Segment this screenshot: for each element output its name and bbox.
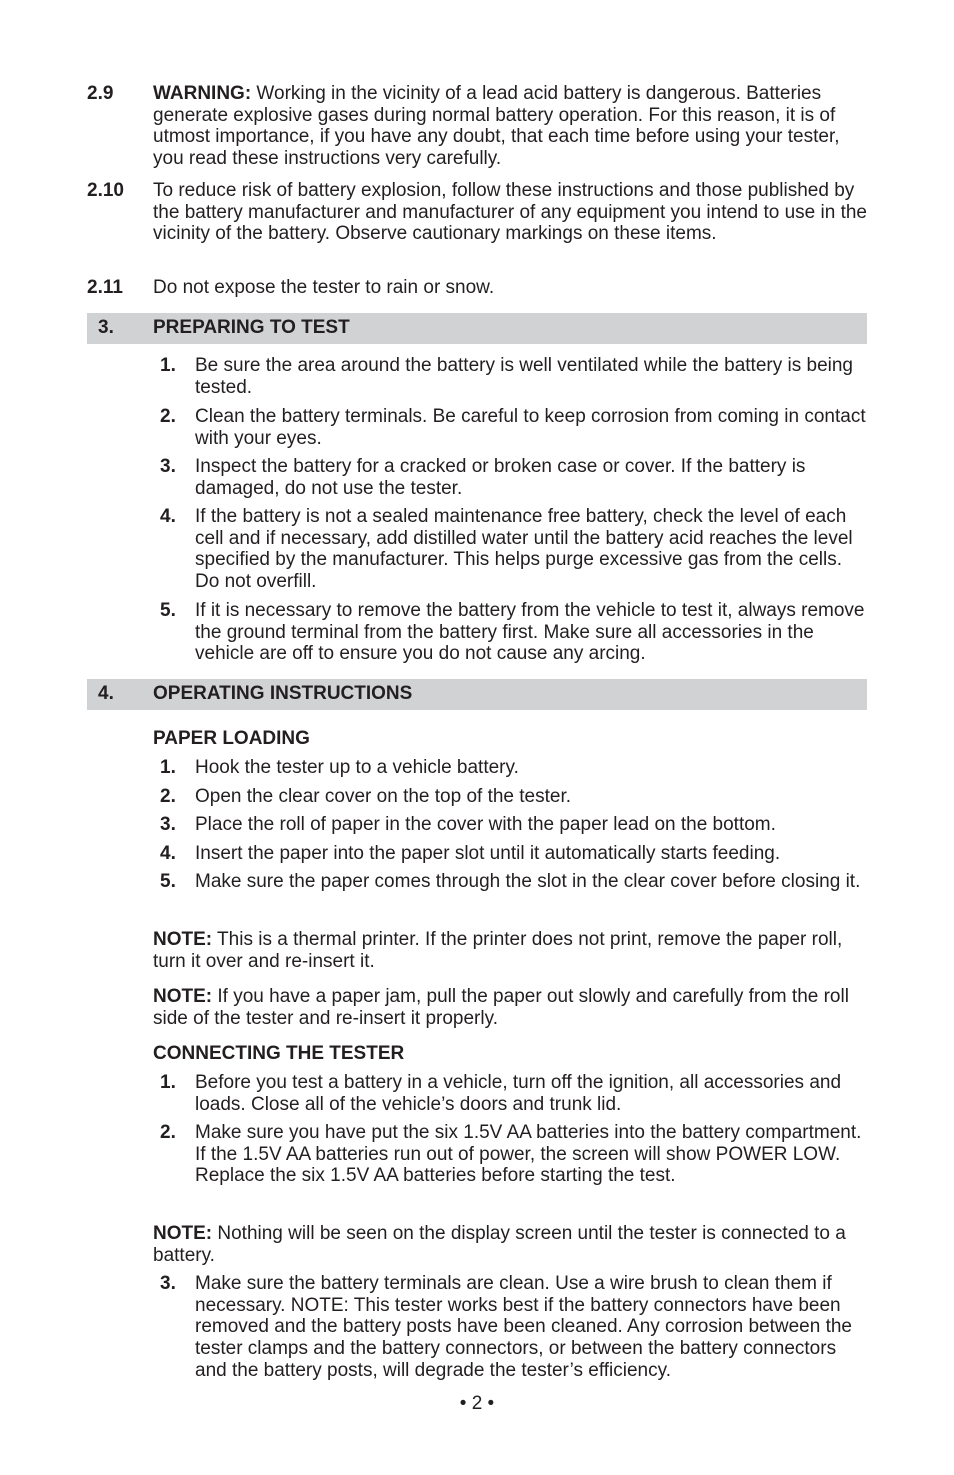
section-title: PREPARING TO TEST <box>153 317 350 338</box>
list-item: 2. Open the clear cover on the top of the tester. <box>160 786 572 807</box>
note-label: NOTE: <box>153 929 213 950</box>
warning-label: WARNING: <box>153 83 252 104</box>
item-text: WARNING: Working in the vicinity of a lead acid battery is dangerous. Batteries generate explosive gases during normal battery operation. For this reason, it is of utmost importance, if you have any doubt, that each time before using your tester, you read these instructions very carefully. <box>153 83 840 170</box>
section-number: 3. <box>98 317 114 338</box>
list-item: 2. Make sure you have put the six 1.5V AA batteries into the battery compartment. If the 1.5V AA batteries run out of power, the screen will show POWER LOW. Replace the six 1.5V AA batteries before starting the test. <box>160 1122 862 1187</box>
list-item: 5. If it is necessary to remove the battery from the vehicle to test it, always remove the ground terminal from the battery first. Make sure all accessories in the vehicle are off to ensure you do not cause any arcing. <box>160 600 865 665</box>
item-text: Do not expose the tester to rain or snow. <box>153 277 495 298</box>
note-display: NOTE: Nothing will be seen on the display screen until the tester is connected to a battery. <box>153 1223 846 1266</box>
item-2-11 <box>87 277 867 299</box>
list-item: 4. Insert the paper into the paper slot until it automatically starts feeding. <box>160 843 781 864</box>
subheading-connecting: CONNECTING THE TESTER <box>153 1043 405 1064</box>
note-paper-jam: NOTE: If you have a paper jam, pull the paper out slowly and carefully from the roll side of the tester and re-insert it properly. <box>153 986 849 1029</box>
list-item: 1. Before you test a battery in a vehicle, turn off the ignition, all accessories and loads. Close all of the vehicle’s doors and trunk lid. <box>160 1072 842 1115</box>
page-number: • 2 • <box>459 1393 495 1414</box>
section-title: OPERATING INSTRUCTIONS <box>153 683 413 704</box>
list-item: 2. Clean the battery terminals. Be careful to keep corrosion from coming in contact with your eyes. <box>160 406 866 449</box>
item-number: 2.10 <box>87 180 124 201</box>
list-item: 1. Hook the tester up to a vehicle battery. <box>160 757 519 778</box>
list-item: 3. Make sure the battery terminals are clean. Use a wire brush to clean them if necessary. NOTE: This tester works best if the battery connectors have been removed and the battery posts have been cleaned. Any corrosion between the tester clamps and the battery connectors, or between the battery connectors and the battery posts, will degrade the tester’s efficiency. <box>160 1273 852 1381</box>
note-label: NOTE: <box>153 986 213 1007</box>
subheading-paper-loading: PAPER LOADING <box>153 728 310 749</box>
list-item: 1. Be sure the area around the battery is well ventilated while the battery is being tested. <box>160 355 853 398</box>
item-number: 2.11 <box>87 277 123 298</box>
item-2-10 <box>87 180 867 245</box>
section-number: 4. <box>98 683 114 704</box>
note-label: NOTE: <box>153 1223 213 1244</box>
list-item: 3. Place the roll of paper in the cover with the paper lead on the bottom. <box>160 814 776 835</box>
section-header-preparing <box>87 313 867 344</box>
list-item: 5. Make sure the paper comes through the slot in the clear cover before closing it. <box>160 871 861 892</box>
item-2-9 <box>87 83 867 170</box>
list-item: 4. If the battery is not a sealed maintenance free battery, check the level of each cell and if necessary, add distilled water until the battery acid reaches the level specified by the manufacturer. This helps purge excessive gas from the cells. Do not overfill. <box>160 506 853 593</box>
section-header-operating <box>87 679 867 710</box>
note-thermal-printer: NOTE: This is a thermal printer. If the printer does not print, remove the paper roll, turn it over and re-insert it. <box>153 929 843 972</box>
item-number: 2.9 <box>87 83 114 104</box>
item-text: To reduce risk of battery explosion, follow these instructions and those published by the battery manufacturer and manufacturer of any equipment you intend to use in the vicinity of the battery. Observe cautionary markings on these items. <box>153 180 867 245</box>
list-item: 3. Inspect the battery for a cracked or broken case or cover. If the battery is damaged, do not use the tester. <box>160 456 806 499</box>
